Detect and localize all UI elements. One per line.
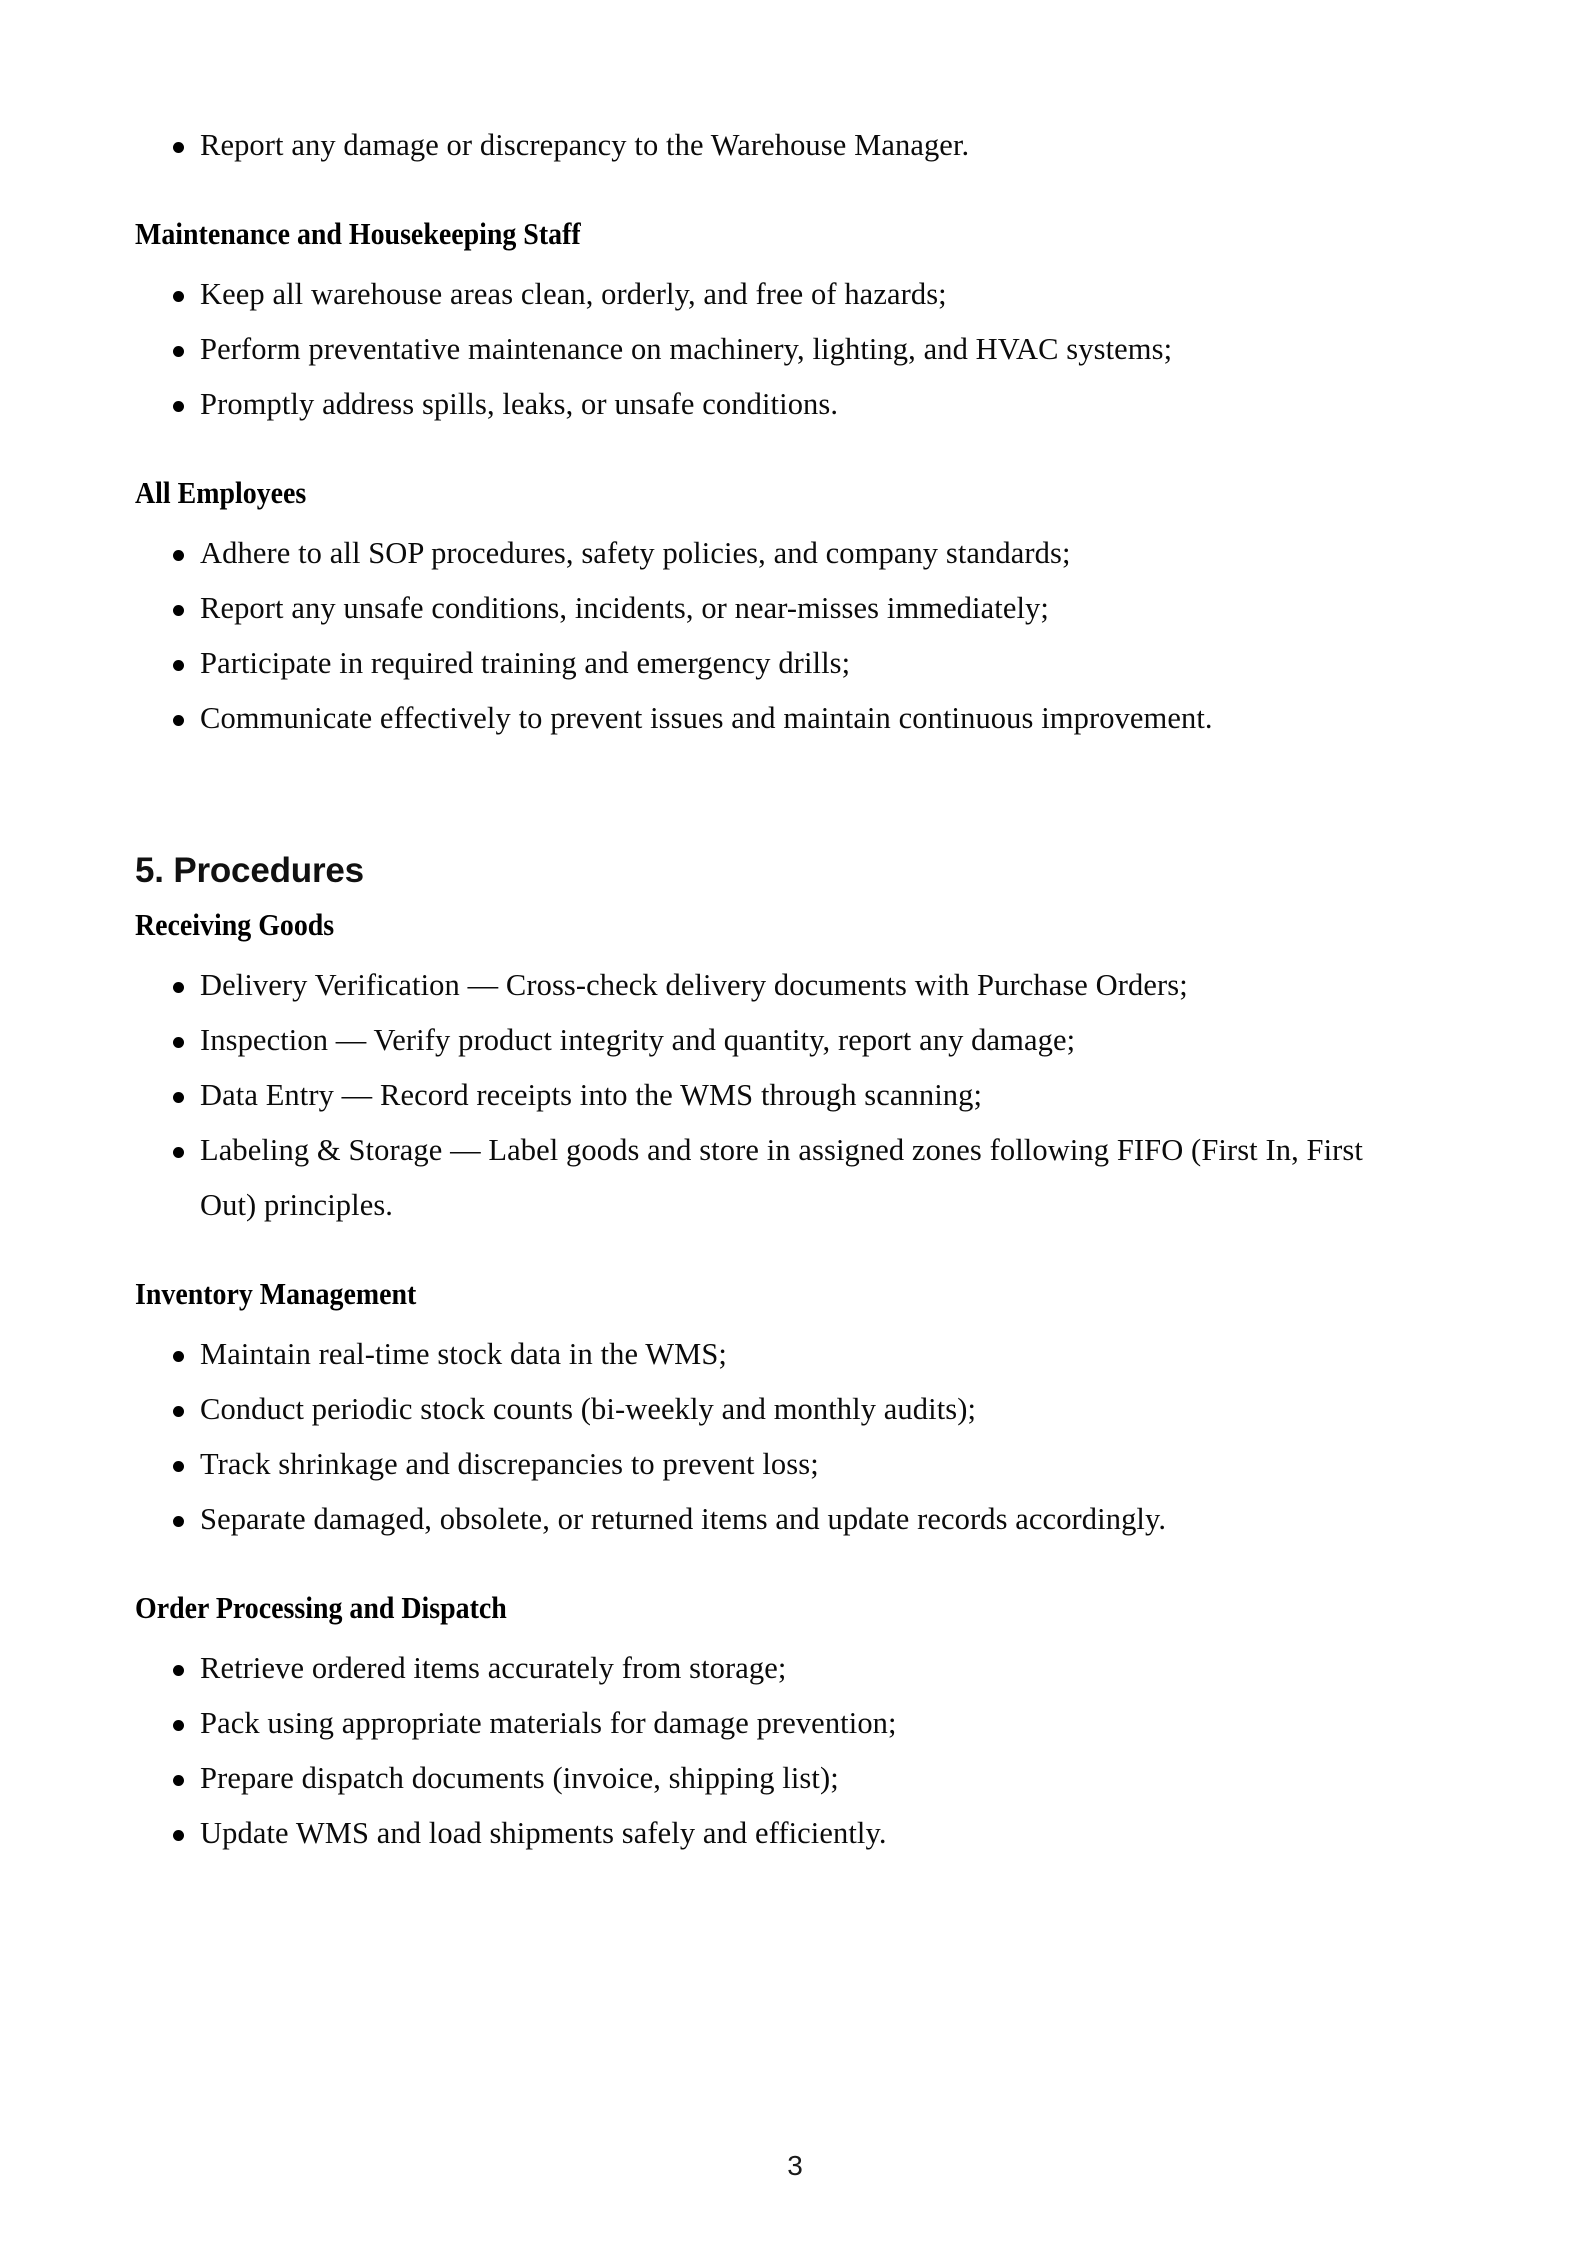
list-all-employees (135, 526, 1405, 746)
list-item: Delivery Verification — Cross-check delivery documents with Purchase Orders; (135, 958, 1405, 1013)
list-item: Track shrinkage and discrepancies to prevent loss; (135, 1437, 1405, 1492)
subsection-heading-inventory-management: Inventory Management (135, 1276, 417, 1311)
spacer (135, 892, 1405, 906)
list-order-processing-and-dispatch (135, 1641, 1405, 1861)
list-item: Participate in required training and emergency drills; (135, 636, 1405, 691)
section-heading-procedures: 5. Procedures (135, 851, 364, 890)
list-item: Adhere to all SOP procedures, safety policies, and company standards; (135, 526, 1405, 581)
list-item: Data Entry — Record receipts into the WMS through scanning; (135, 1068, 1405, 1123)
subsection-heading-all-employees: All Employees (135, 475, 307, 510)
subsection-heading-receiving-goods: Receiving Goods (135, 907, 335, 942)
spacer (135, 1547, 1405, 1589)
list-item: Retrieve ordered items accurately from storage; (135, 1641, 1405, 1696)
spacer (135, 1233, 1405, 1275)
page-number: 3 (787, 2150, 803, 2181)
list-item: Conduct periodic stock counts (bi-weekly and monthly audits); (135, 1382, 1405, 1437)
list-inventory-management (135, 1327, 1405, 1547)
list-item: Keep all warehouse areas clean, orderly, and free of hazards; (135, 267, 1405, 322)
list-item: Maintain real-time stock data in the WMS; (135, 1327, 1405, 1382)
continuation-list (135, 118, 1405, 173)
spacer (135, 944, 1405, 958)
list-item: Communicate effectively to prevent issues and maintain continuous improvement. (135, 691, 1405, 746)
subsection-heading-maintenance-and-housekeeping-staff: Maintenance and Housekeeping Staff (135, 216, 581, 251)
list-item: Promptly address spills, leaks, or unsafe conditions. (135, 377, 1405, 432)
spacer (135, 432, 1405, 474)
list-item: Pack using appropriate materials for damage prevention; (135, 1696, 1405, 1751)
list-item: Prepare dispatch documents (invoice, shipping list); (135, 1751, 1405, 1806)
list-item: Perform preventative maintenance on machinery, lighting, and HVAC systems; (135, 322, 1405, 377)
list-item: Report any unsafe conditions, incidents, or near-misses immediately; (135, 581, 1405, 636)
list-item: Labeling & Storage — Label goods and store in assigned zones following FIFO (First In, First Out) principles. (135, 1123, 1405, 1233)
spacer (135, 173, 1405, 215)
spacer (135, 512, 1405, 526)
list-item: Update WMS and load shipments safely and efficiently. (135, 1806, 1405, 1861)
page-content (135, 118, 1405, 1861)
spacer (135, 1313, 1405, 1327)
spacer (135, 746, 1405, 850)
spacer (135, 253, 1405, 267)
list-maintenance-and-housekeeping-staff (135, 267, 1405, 432)
list-item: Report any damage or discrepancy to the Warehouse Manager. (135, 118, 1405, 173)
list-item: Separate damaged, obsolete, or returned items and update records accordingly. (135, 1492, 1405, 1547)
subsection-heading-order-processing-and-dispatch: Order Processing and Dispatch (135, 1590, 507, 1625)
spacer (135, 1627, 1405, 1641)
list-item: Inspection — Verify product integrity and quantity, report any damage; (135, 1013, 1405, 1068)
list-receiving-goods (135, 958, 1405, 1233)
